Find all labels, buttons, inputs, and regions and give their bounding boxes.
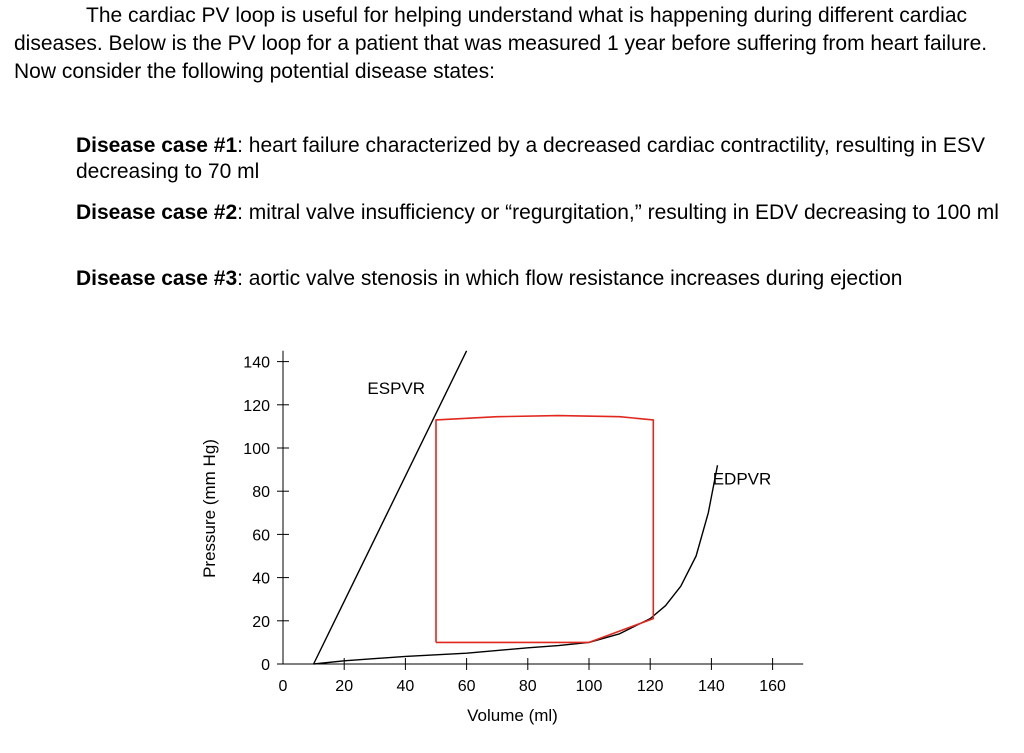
y-tick-label: 0 <box>261 657 270 674</box>
x-tick-label: 140 <box>698 678 725 695</box>
x-axis-title: Volume (ml) <box>467 706 558 725</box>
disease-case-2-text: : mitral valve insufficiency or “regurgitation,” resulting in EDV decreasing to 100 ml <box>237 201 999 224</box>
disease-case-1-text: : heart failure characterized by a decreased cardiac contractility, resulting in ESV decreasing to 70 ml <box>76 134 985 183</box>
espvr-annotation: ESPVR <box>367 379 426 398</box>
x-tick-label: 40 <box>396 678 415 695</box>
x-tick-label: 100 <box>575 678 603 695</box>
pv-loop-line <box>436 416 653 643</box>
x-tick-label: 160 <box>759 678 786 695</box>
y-tick-label: 80 <box>252 484 270 502</box>
x-tick-label: 80 <box>518 678 537 695</box>
disease-case-3-text: : aortic valve stenosis in which flow resistance increases during ejection <box>237 267 903 290</box>
edpvr-annotation: EDPVR <box>712 469 772 489</box>
x-tick-label: 20 <box>335 678 354 695</box>
intro-paragraph: The cardiac PV loop is useful for helping understand what is happening during different cardiac diseases. Below is the PV loop for a patient that was measured 1 year before suffering from heart failure. Now consider the following potential disease states: <box>14 4 988 83</box>
y-tick-label: 40 <box>252 570 270 588</box>
disease-case-3-label: Disease case #3 <box>76 267 238 290</box>
y-tick-label: 20 <box>252 613 270 631</box>
x-tick-label: 0 <box>278 678 288 695</box>
x-tick-label: 60 <box>457 678 476 695</box>
y-axis-title: Pressure (mm Hg) <box>200 439 219 578</box>
chart-axes <box>243 351 803 695</box>
disease-case-1-label: Disease case #1 <box>76 134 238 157</box>
chart-labels <box>200 379 771 725</box>
y-tick-label: 100 <box>243 441 270 458</box>
y-tick-label: 120 <box>243 397 270 415</box>
x-tick-label: 120 <box>636 678 664 695</box>
y-tick-label: 140 <box>243 354 270 372</box>
disease-case-2-label: Disease case #2 <box>76 201 238 224</box>
edpvr-curve <box>314 465 718 664</box>
y-tick-label: 60 <box>252 527 270 545</box>
